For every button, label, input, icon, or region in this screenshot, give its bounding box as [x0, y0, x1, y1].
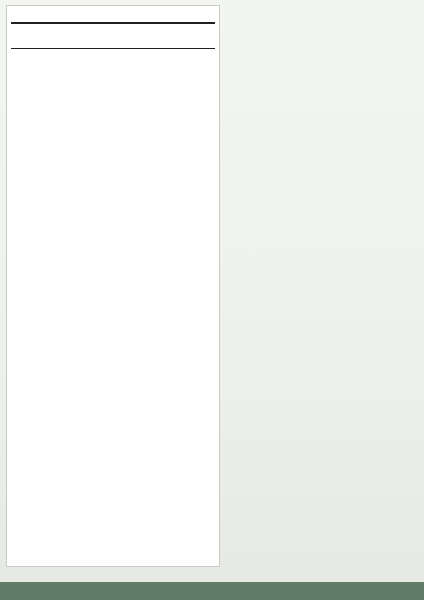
batch-box [226, 502, 418, 524]
nutrition-panel [6, 5, 220, 567]
brand-color-bar [0, 582, 424, 600]
panel-header [7, 6, 219, 19]
table-header [11, 24, 215, 49]
